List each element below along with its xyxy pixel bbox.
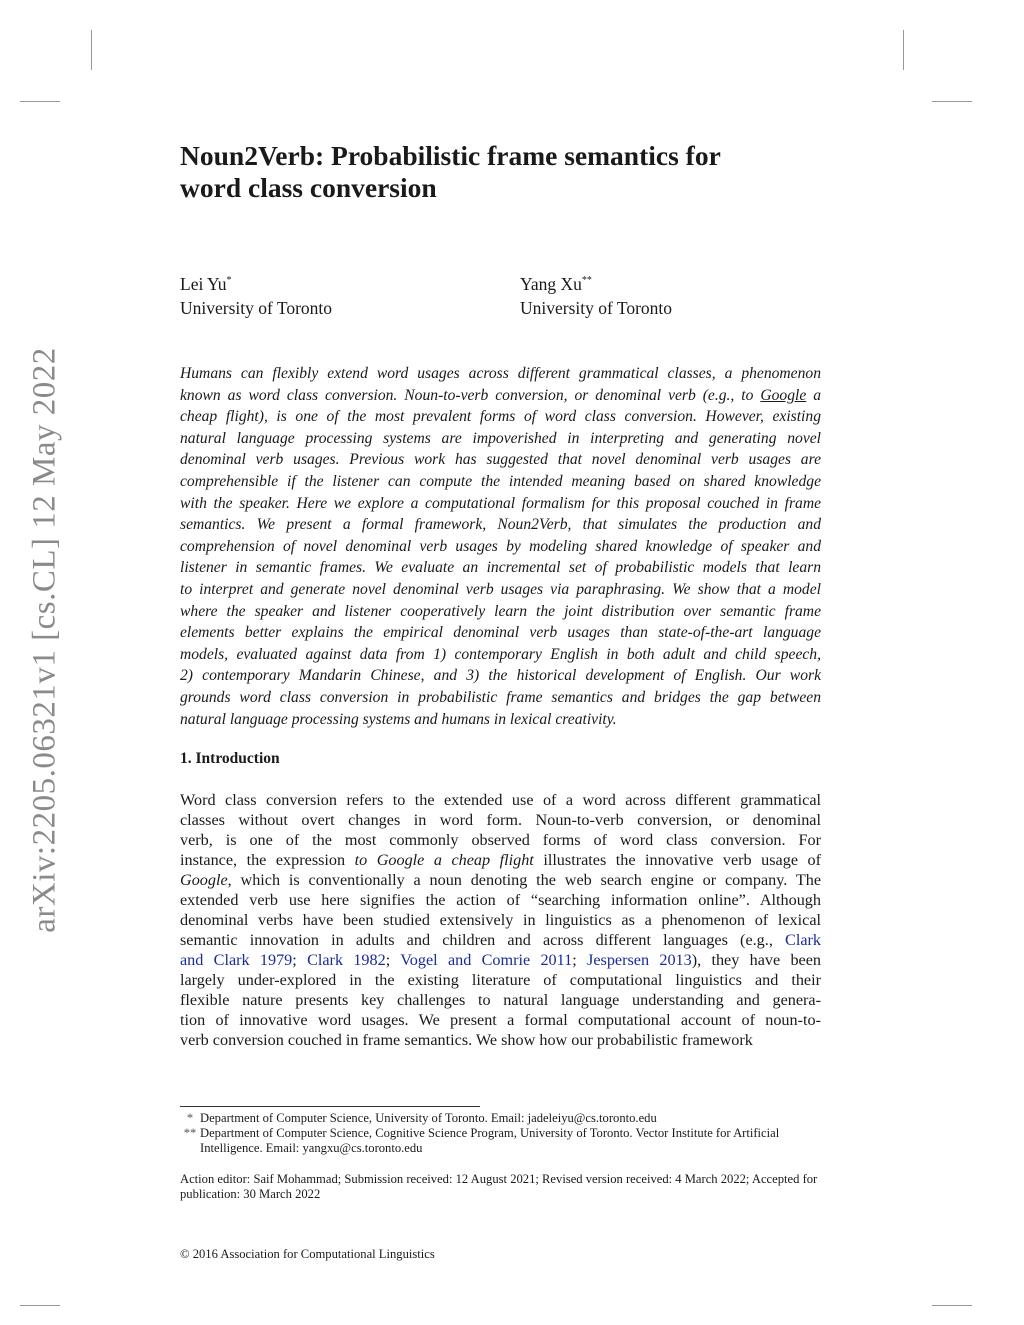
author-block xyxy=(520,269,672,320)
crop-mark xyxy=(903,30,904,70)
crop-mark xyxy=(932,1305,972,1306)
crop-mark xyxy=(20,101,60,102)
crop-mark xyxy=(91,30,92,70)
title-line: Noun2Verb: Probabilistic frame semantics for xyxy=(180,140,721,171)
text-segment: a xyxy=(806,386,821,404)
text-segment: Google xyxy=(180,871,228,889)
text-line xyxy=(180,687,821,709)
footnote xyxy=(180,1111,830,1126)
text-segment: denominal verb usages. Previous work has suggested that novel denominal verb usages are xyxy=(180,451,821,469)
editor-note: Action editor: Saif Mohammad; Submission received: 12 August 2021; Revised version received: 4 March 2022; Accepted for publication: 30 March 2022 xyxy=(180,1172,818,1201)
text-segment: tion of innovative word usages. We present a formal computational account of noun-to- xyxy=(180,1011,821,1029)
text-segment: Word class conversion refers to the extended use of a word across different grammatical xyxy=(180,791,821,809)
text-segment: ; xyxy=(385,951,401,969)
footnote xyxy=(180,1126,830,1156)
text-segment: to Google a cheap flight xyxy=(354,851,534,869)
text-segment: semantics. We present a formal framework, Noun2Verb, that simulates the production and xyxy=(180,516,821,534)
text-line xyxy=(180,406,821,428)
text-line xyxy=(180,930,821,950)
footnote-divider xyxy=(180,1106,480,1107)
text-segment: to interpret and generate novel denominal verb usages via paraphrasing. We show that a model xyxy=(180,580,821,598)
text-segment: cheap flight), is one of the most prevalent forms of word class conversion. However, existing xyxy=(180,408,821,426)
citation-link[interactable]: Clark 1982 xyxy=(307,951,386,969)
footnotes xyxy=(180,1111,830,1156)
text-segment: verb, is one of the most commonly observed forms of word class conversion. For xyxy=(180,831,821,849)
text-line xyxy=(180,870,821,890)
text-line xyxy=(180,665,821,687)
text-line xyxy=(180,1030,821,1050)
footnote-symbol: * xyxy=(186,1111,194,1125)
text-line xyxy=(180,536,821,558)
text-line xyxy=(180,428,821,450)
citation-link[interactable]: Jespersen 2013 xyxy=(587,951,692,969)
text-segment: models, evaluated against data from 1) contemporary English in both adult and child speech, xyxy=(180,645,821,663)
citation-link[interactable]: Clark xyxy=(785,931,821,949)
text-segment: verb conversion couched in frame semantics. We show how our probabilistic framework xyxy=(180,1031,753,1049)
text-line xyxy=(180,449,821,471)
footnote-text: Department of Computer Science, Cognitive Science Program, University of Toronto. Vector Institute for Artificial Intelligence. Email: yangxu@cs.toronto.edu xyxy=(200,1126,780,1155)
text-line xyxy=(180,471,821,493)
text-segment: instance, the expression xyxy=(180,851,355,869)
text-segment: with the speaker. Here we explore a computational formalism for this proposal couched in frame xyxy=(180,494,821,512)
author-name: Yang Xu xyxy=(520,273,582,294)
text-line xyxy=(180,622,821,644)
arxiv-identifier: arXiv:2205.06321v1 [cs.CL] 12 May 2022 xyxy=(26,347,63,933)
text-line xyxy=(180,810,821,830)
text-line xyxy=(180,830,821,850)
text-line xyxy=(180,970,821,990)
text-segment: comprehensible if the listener can compute the intended meaning based on shared knowledge xyxy=(180,472,821,490)
text-segment: , which is conventionally a noun denoting the web search engine or company. The xyxy=(227,871,821,889)
text-line xyxy=(180,363,821,385)
text-segment: natural language processing systems and humans in lexical creativity. xyxy=(180,710,617,728)
author-affiliation: University of Toronto xyxy=(180,297,333,318)
text-segment: extended verb use here signifies the action of “searching information online”. Although xyxy=(180,891,821,909)
text-segment: natural language processing systems are impoverished in interpreting and generating novel xyxy=(180,429,821,447)
text-line xyxy=(180,557,821,579)
copyright: © 2016 Association for Computational Linguistics xyxy=(180,1247,435,1261)
text-line xyxy=(180,990,821,1010)
text-segment: 2) contemporary Mandarin Chinese, and 3) the historical development of English. Our work xyxy=(180,667,821,685)
text-segment: listener in semantic frames. We evaluate an incremental set of probabilistic models that learn xyxy=(180,559,821,577)
text-line xyxy=(180,1010,821,1030)
text-line xyxy=(180,601,821,623)
section-heading: 1. Introduction xyxy=(180,750,280,767)
author-mark: ** xyxy=(581,275,592,286)
text-segment: ; xyxy=(292,951,308,969)
text-line xyxy=(180,790,821,810)
text-segment: largely under-explored in the existing literature of computational linguistics and their xyxy=(180,971,821,989)
text-segment: illustrates the innovative verb usage of xyxy=(533,851,821,869)
paper-title xyxy=(180,140,840,204)
text-line xyxy=(180,385,821,407)
text-line xyxy=(180,910,821,930)
text-segment: Humans can flexibly extend word usages across different grammatical classes, a phenomenon xyxy=(180,365,821,382)
text-segment: denominal verbs have been studied extensively in linguistics as a phenomenon of lexical xyxy=(180,911,821,929)
author-affiliation: University of Toronto xyxy=(520,297,673,318)
crop-mark xyxy=(932,101,972,102)
text-line xyxy=(180,579,821,601)
footnote-text: Department of Computer Science, University of Toronto. Email: jadeleiyu@cs.toronto.edu xyxy=(200,1111,657,1125)
text-segment: semantic innovation in adults and children and across different languages (e.g., xyxy=(180,931,786,949)
text-segment: ; xyxy=(572,951,588,969)
author-name: Lei Yu xyxy=(180,273,227,294)
text-segment: flexible nature presents key challenges to natural language understanding and genera- xyxy=(180,991,821,1009)
text-segment: ), they have been xyxy=(691,951,822,969)
title-line: word class conversion xyxy=(180,172,437,203)
text-segment: comprehension of novel denominal verb usages by modeling shared knowledge of speaker and xyxy=(180,537,821,555)
body-text xyxy=(180,790,821,1050)
text-line xyxy=(180,514,821,536)
crop-mark xyxy=(20,1305,60,1306)
citation-link[interactable]: Vogel and Comrie 2011 xyxy=(400,951,573,969)
text-line xyxy=(180,709,821,731)
text-line xyxy=(180,850,821,870)
author-block xyxy=(180,269,332,320)
citation-link[interactable]: and Clark 1979 xyxy=(180,951,293,969)
text-segment: known as word class conversion. Noun-to-verb conversion, or denominal verb (e.g., to xyxy=(180,386,761,404)
text-segment: where the speaker and listener cooperatively learn the joint distribution over semantic frame xyxy=(180,602,821,620)
footnote-symbol: ** xyxy=(183,1126,197,1140)
text-segment: grounds word class conversion in probabilistic frame semantics and bridges the gap between xyxy=(180,688,821,706)
text-line xyxy=(180,950,821,970)
text-line xyxy=(180,890,821,910)
author-mark: * xyxy=(226,275,232,286)
abstract xyxy=(180,363,821,730)
text-segment: elements better explains the empirical denominal verb usages than state-of-the-art language xyxy=(180,624,821,642)
text-segment: classes without overt changes in word form. Noun-to-verb conversion, or denominal xyxy=(180,811,821,829)
text-line xyxy=(180,493,821,515)
text-line xyxy=(180,644,821,666)
text-segment: Google xyxy=(760,386,807,404)
